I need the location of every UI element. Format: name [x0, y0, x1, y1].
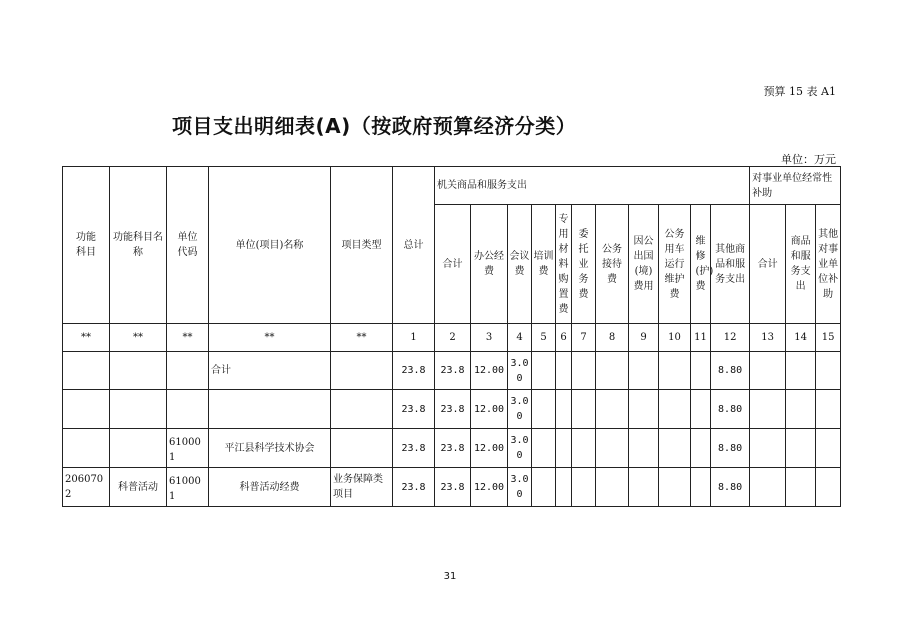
col-header-sub-other: 其他对事业单位补助	[816, 205, 841, 324]
col-header-func-subject: 功能科目	[63, 167, 110, 324]
col-header-maintenance: 维修(护)费	[691, 205, 711, 324]
meeting-cell: 3.00	[508, 429, 532, 468]
office-cell: 12.00	[471, 429, 508, 468]
subtotal-cell: 23.8	[435, 468, 471, 507]
empty-cell	[572, 429, 596, 468]
subtotal-cell: 23.8	[435, 390, 471, 429]
empty-cell	[786, 429, 816, 468]
total-cell: 23.8	[393, 390, 435, 429]
page-title: 项目支出明细表(A)（按政府预算经济分类）	[172, 114, 577, 138]
unit-code-cell: 610001	[167, 468, 209, 507]
index-cell: 9	[629, 324, 659, 352]
index-cell: 7	[572, 324, 596, 352]
unit-name-cell: 平江县科学技术协会	[209, 429, 331, 468]
project-type-cell: 业务保障类项目	[331, 468, 393, 507]
empty-cell	[816, 429, 841, 468]
empty-cell	[532, 429, 556, 468]
office-cell: 12.00	[471, 352, 508, 390]
empty-cell	[786, 468, 816, 507]
table-row	[63, 468, 841, 507]
page-number: 31	[443, 571, 457, 582]
empty-cell	[596, 390, 629, 429]
empty-cell	[629, 390, 659, 429]
office-cell: 12.00	[471, 468, 508, 507]
empty-cell	[786, 352, 816, 390]
other-goods-cell: 8.80	[711, 468, 750, 507]
empty-cell	[572, 468, 596, 507]
col-header-project-type: 项目类型	[331, 167, 393, 324]
meeting-cell: 3.00	[508, 390, 532, 429]
empty-cell	[750, 468, 786, 507]
index-cell: 2	[435, 324, 471, 352]
index-cell: **	[167, 324, 209, 352]
index-cell: 1	[393, 324, 435, 352]
empty-cell	[691, 468, 711, 507]
header-row-1	[63, 167, 841, 205]
empty-cell	[556, 390, 572, 429]
unit-code-cell: 610001	[167, 429, 209, 468]
index-cell: 10	[659, 324, 691, 352]
empty-cell	[629, 429, 659, 468]
meeting-cell: 3.00	[508, 468, 532, 507]
empty-cell	[816, 390, 841, 429]
group-header-subsidy: 对事业单位经常性补助	[750, 167, 841, 205]
col-header-sub-total: 合计	[750, 205, 786, 324]
col-header-func-subject-name: 功能科目名称	[110, 167, 167, 324]
unit-name-cell: 合计	[209, 352, 331, 390]
index-cell: 11	[691, 324, 711, 352]
project-type-cell	[331, 429, 393, 468]
unit-name-cell	[209, 390, 331, 429]
empty-cell	[691, 429, 711, 468]
empty-cell	[556, 352, 572, 390]
col-header-total: 总计	[393, 167, 435, 324]
col-header-meeting: 会议费	[508, 205, 532, 324]
index-cell: 3	[471, 324, 508, 352]
unit-name-cell: 科普活动经费	[209, 468, 331, 507]
empty-cell	[556, 468, 572, 507]
empty-cell	[816, 352, 841, 390]
col-header-unit-code: 单位代码	[167, 167, 209, 324]
func-name-cell	[110, 429, 167, 468]
index-row	[63, 324, 841, 352]
empty-cell	[750, 352, 786, 390]
index-cell: 5	[532, 324, 556, 352]
empty-cell	[532, 468, 556, 507]
meeting-cell: 3.00	[508, 352, 532, 390]
index-cell: **	[331, 324, 393, 352]
empty-cell	[532, 390, 556, 429]
empty-cell	[596, 352, 629, 390]
project-type-cell	[331, 390, 393, 429]
empty-cell	[629, 468, 659, 507]
empty-cell	[572, 352, 596, 390]
table-code: 预算 15 表 A1	[763, 85, 836, 98]
col-header-other-goods: 其他商品和服务支出	[711, 205, 750, 324]
index-cell: 14	[786, 324, 816, 352]
subtotal-cell: 23.8	[435, 429, 471, 468]
empty-cell	[750, 429, 786, 468]
group-header-goods-services: 机关商品和服务支出	[435, 167, 750, 205]
project-type-cell	[331, 352, 393, 390]
budget-table	[62, 166, 841, 507]
unit-code-cell	[167, 352, 209, 390]
empty-cell	[532, 352, 556, 390]
empty-cell	[556, 429, 572, 468]
col-header-abroad: 因公出国(境)费用	[629, 205, 659, 324]
col-header-materials: 专用材料购置费	[556, 205, 572, 324]
col-header-reception: 公务接待费	[596, 205, 629, 324]
total-cell: 23.8	[393, 468, 435, 507]
index-cell: **	[110, 324, 167, 352]
col-header-entrusted: 委托业务费	[572, 205, 596, 324]
index-cell: 4	[508, 324, 532, 352]
empty-cell	[816, 468, 841, 507]
index-cell: 15	[816, 324, 841, 352]
func-code-cell: 2060702	[63, 468, 110, 507]
func-code-cell	[63, 390, 110, 429]
col-header-training: 培训费	[532, 205, 556, 324]
func-name-cell: 科普活动	[110, 468, 167, 507]
subtotal-cell: 23.8	[435, 352, 471, 390]
office-cell: 12.00	[471, 390, 508, 429]
empty-cell	[629, 352, 659, 390]
unit-label: 单位：万元	[781, 153, 836, 166]
func-code-cell	[63, 352, 110, 390]
total-cell: 23.8	[393, 352, 435, 390]
func-name-cell	[110, 390, 167, 429]
empty-cell	[691, 390, 711, 429]
index-cell: **	[63, 324, 110, 352]
empty-cell	[596, 468, 629, 507]
total-cell: 23.8	[393, 429, 435, 468]
index-cell: 13	[750, 324, 786, 352]
other-goods-cell: 8.80	[711, 352, 750, 390]
empty-cell	[691, 352, 711, 390]
empty-cell	[786, 390, 816, 429]
col-header-office: 办公经费	[471, 205, 508, 324]
empty-cell	[596, 429, 629, 468]
empty-cell	[750, 390, 786, 429]
col-header-vehicle: 公务用车运行维护费	[659, 205, 691, 324]
empty-cell	[659, 468, 691, 507]
table-row	[63, 429, 841, 468]
unit-code-cell	[167, 390, 209, 429]
empty-cell	[659, 390, 691, 429]
col-header-subtotal: 合计	[435, 205, 471, 324]
table-row	[63, 390, 841, 429]
other-goods-cell: 8.80	[711, 429, 750, 468]
index-cell: 8	[596, 324, 629, 352]
index-cell: 6	[556, 324, 572, 352]
index-cell: **	[209, 324, 331, 352]
empty-cell	[659, 429, 691, 468]
col-header-unit-name: 单位(项目)名称	[209, 167, 331, 324]
index-cell: 12	[711, 324, 750, 352]
col-header-sub-goods: 商品和服务支出	[786, 205, 816, 324]
empty-cell	[659, 352, 691, 390]
table-row	[63, 352, 841, 390]
func-code-cell	[63, 429, 110, 468]
other-goods-cell: 8.80	[711, 390, 750, 429]
func-name-cell	[110, 352, 167, 390]
empty-cell	[572, 390, 596, 429]
